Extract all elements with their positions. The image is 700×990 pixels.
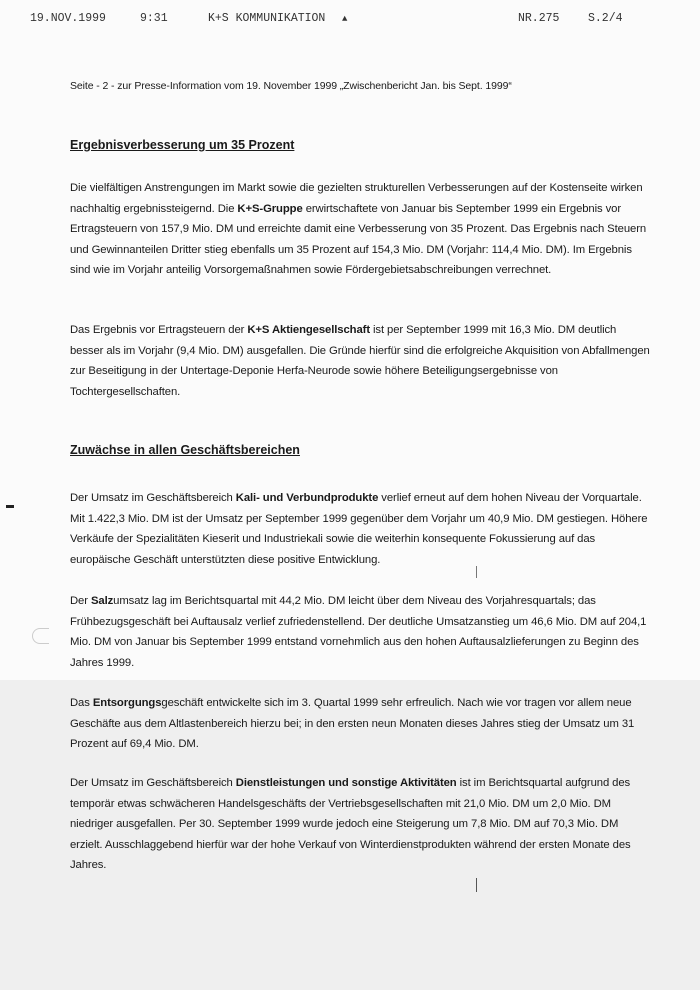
text-run: Der Umsatz im Geschäftsbereich [70,492,236,504]
paragraph-ag-result [70,320,650,402]
section-heading-growth: Zuwächse in allen Geschäftsbereichen [70,443,300,457]
fax-number: NR.275 [518,12,560,25]
paragraph-group-result [70,178,650,281]
text-run: umsatz lag im Berichtsquartal mit 44,2 Mio. DM leicht über dem Niveau des Vorjahresquartals; das Frühbezugsgeschäft bei Auftausalz verlief zufriedenstellend. Der deutliche Umsatzanstieg um 46,6 Mio. DM auf 204,1 Mio. DM von Januar bis September 1999 entstand vornehmlich aus den hohen Auftausalzlieferungen zu Beginn des Jahres 1999. [70,595,647,669]
section-heading-results: Ergebnisverbesserung um 35 Prozent [70,138,295,152]
text-run: ist per September 1999 mit 16,3 Mio. DM deutlich besser als im Vorjahr (9,4 Mio. DM) ausgefallen. Die Gründe hierfür sind die erfolgreiche Akquisition von Abfallmengen zur Beseitigung in der Untertage-Deponie Herfa-Neurode sowie höhere Beteiligungsergebnisse von Tochtergesellschaften. [70,324,650,398]
fax-marker-icon: ▲ [342,14,348,24]
scan-mark-tick [476,878,477,892]
text-run: ist im Berichtsquartal aufgrund des temporär etwas schwächeren Handelsgeschäfts der Vertriebsgesellschaften mit 21,0 Mio. DM um 2,0 Mio. DM niedriger ausgefallen. Per 30. September 1999 wurde jedoch eine Steigerung um 7,8 Mio. DM auf 70,3 Mio. DM erzielt. Ausschlaggebend hierfür war der hohe Verkauf von Winterdienstprodukten während der ersten Monate des Jahres. [70,777,631,871]
fax-date: 19.NOV.1999 [30,12,106,25]
emphasis-business-unit: Kali- und Verbundprodukte [235,492,379,504]
text-run: Das Ergebnis vor Ertragsteuern der [70,324,248,336]
paragraph-salt [70,591,650,673]
text-run: geschäft entwickelte sich im 3. Quartal 1999 sehr erfreulich. Nach wie vor tragen vor allem neue Geschäfte aus dem Altlastenbereich hierzu bei; in den ersten neun Monaten dieses Jahres stieg der Umsatz um 31 Prozent auf 69,4 Mio. DM. [70,697,635,750]
text-run: Das [70,697,93,709]
text-run: erwirtschaftete von Januar bis September 1999 ein Ergebnis vor Ertragsteuern von 157,9 Mio. DM und erreichte damit eine Verbesserung von 35 Prozent. Das Ergebnis nach Steuern und Gewinnanteilen Dritter stieg ebenfalls um 35 Prozent auf 154,3 Mio. DM (Vorjahr: 114,4 Mio. DM). Im Ergebnis sind wie im Vorjahr anteilig Vorsorgemaßnahmen sowie Fördergebietsabschreibungen verrechnet. [70,202,647,276]
scan-mark-tick [476,566,477,578]
paragraph-waste [70,693,650,755]
emphasis-business-unit: Entsorgungs [92,697,162,709]
scan-mark-bracket [32,628,49,644]
fax-header [30,12,680,32]
paragraph-services [70,773,650,876]
fax-page: S.2/4 [588,12,623,25]
text-run: Die vielfältigen Anstrengungen im Markt sowie die gezielten strukturellen Verbesserungen auf der Kostenseite wirken nachhaltig ergebnissteigernd. Die [70,182,643,215]
emphasis-business-unit: Dienstleistungen und sonstige Aktivitäten [235,777,457,789]
reference-line: Seite - 2 - zur Presse-Information vom 19. November 1999 „Zwischenbericht Jan. bis Sept. 1999“ [70,80,512,92]
fax-time: 9:31 [140,12,168,25]
text-run: Der Umsatz im Geschäftsbereich [70,777,236,789]
emphasis-company: K+S-Gruppe [237,202,303,215]
emphasis-company: K+S Aktiengesellschaft [247,324,370,336]
text-run: verlief erneut auf dem hohen Niveau der Vorquartale. Mit 1.422,3 Mio. DM ist der Umsatz per September 1999 gegenüber dem Vorjahr um 40,9 Mio. DM gestiegen. Höhere Verkäufe der Spezialitäten Kieserit und Industriekali sowie die weiterhin konsequente Fokussierung auf das europäische Geschäft unterstützten diese positive Entwicklung. [70,492,648,566]
scan-mark-arrow [6,505,14,508]
text-run: Der [70,595,91,607]
fax-sender: K+S KOMMUNIKATION [208,12,326,25]
emphasis-business-unit: Salz [90,595,114,607]
paragraph-potash [70,488,650,570]
